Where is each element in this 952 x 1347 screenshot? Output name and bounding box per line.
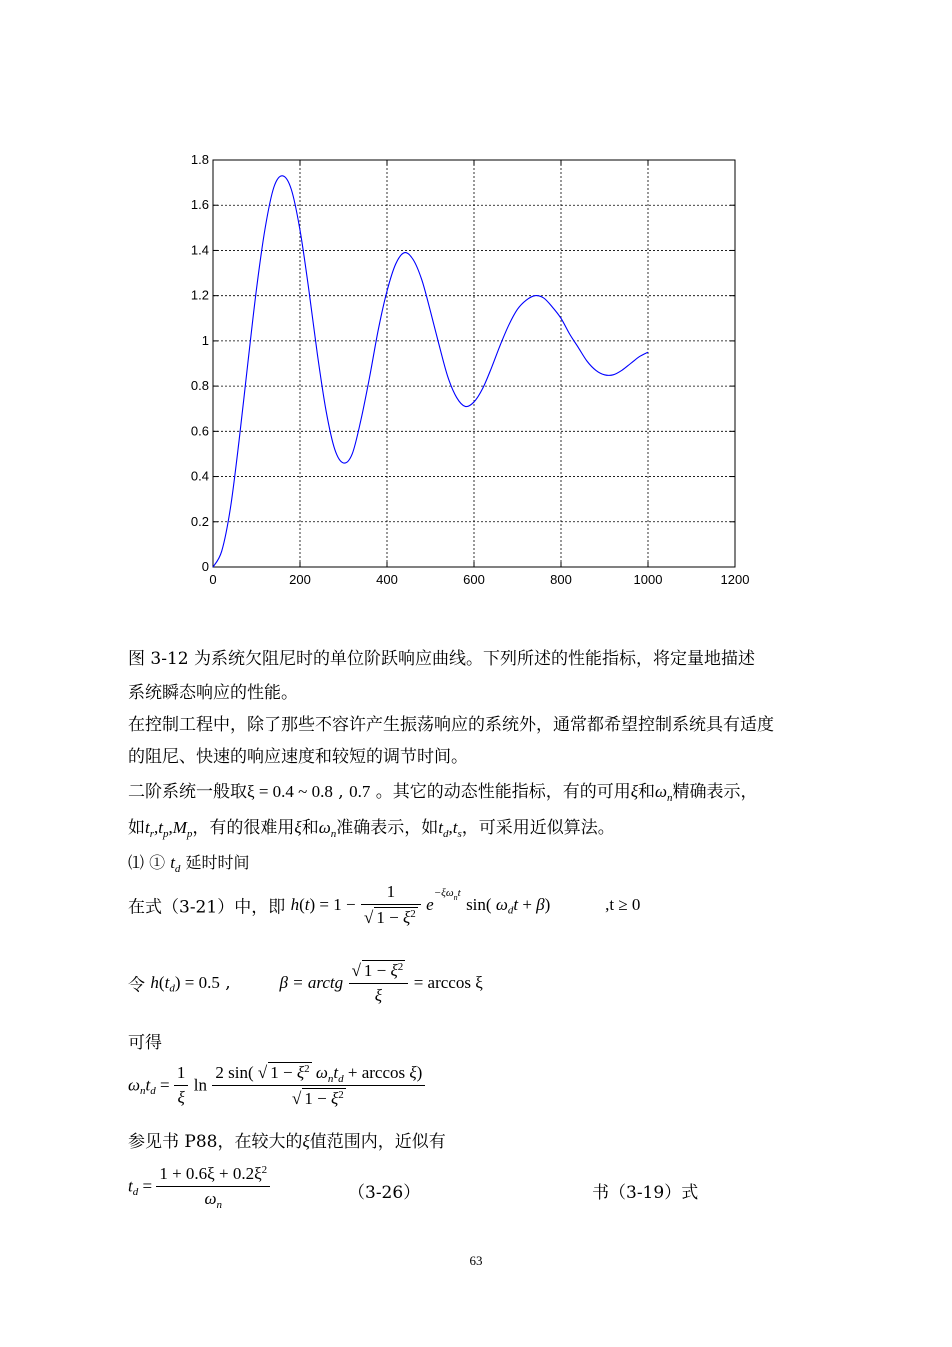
figure-caption-line-2: 系统瞬态响应的性能。: [128, 683, 298, 703]
fraction-1: $\frac{1}{√ 1 - \xi^2}$: [361, 882, 421, 928]
xi-range: ξ = 0.4 ~ 0.8: [247, 782, 333, 801]
reference-text: 参见书 P88，在较大的: [128, 1132, 303, 1152]
item-marker: ⑴ ①: [128, 853, 166, 872]
examples-mid: 准确表示，如: [336, 818, 439, 838]
item-heading: ⑴ ① $t_d$ 延时时间: [128, 853, 250, 875]
reference-line: [128, 1131, 446, 1153]
and-text-2: 和: [301, 818, 319, 838]
comma: ,: [219, 973, 231, 993]
reference-suffix: 值范围内，近似有: [309, 1132, 446, 1152]
x-tick-label: 800: [550, 572, 572, 587]
second-order-suffix: 精确表示，: [672, 782, 758, 802]
omega-subscript: n: [667, 792, 673, 804]
second-order-prefix: 二阶系统一般取: [128, 782, 247, 802]
equation-number: （3-26）: [348, 1183, 421, 1203]
y-tick-label: 1: [201, 332, 209, 348]
fraction-approx: $\frac{1 + 0.6\xi + 0.2\xi^2}{\omega_n}$: [156, 1164, 270, 1209]
x-tick-label: 1000: [633, 572, 663, 587]
fraction-1-over-xi: $\frac{1}{\xi}$: [174, 1063, 189, 1108]
formula-delay-exact: $\omega_nt_d$ = $\frac{1}{\xi}$ ln $\frac{2 \sin( √ 1 - \xi^2 \omega_nt_d + \arccos \xi)}{√ 1 - \xi^2}$: [128, 1062, 425, 1109]
separator: ,: [332, 782, 350, 802]
y-tick-label: 0.4: [190, 468, 209, 484]
beta-rhs: = arccos ξ: [413, 973, 483, 992]
condition: ,t ≥ 0: [605, 895, 641, 914]
xi-best: 0.7: [349, 782, 371, 801]
step-response-chart: [160, 148, 770, 608]
y-tick-label: 1.6: [190, 197, 209, 213]
y-tick-label: 1.8: [190, 152, 209, 167]
item-label: 延时时间: [185, 853, 250, 872]
examples-text: ，有的很难用: [192, 818, 295, 838]
x-tick-label: 1200: [720, 572, 750, 587]
y-tick-label: 0.2: [190, 513, 209, 529]
x-tick-label: 600: [463, 572, 485, 587]
examples-line: 如$t_r,t_p,M_p$，有的很难用ξ和$\omega_n$准确表示，如$t_d,t_s$，可采用近似算法。: [128, 818, 615, 840]
figure-caption-line-1: 图 3-12 为系统欠阻尼时的单位阶跃响应曲线。下列所述的性能指标，将定量地描述: [128, 649, 755, 669]
keyi-text: 可得: [128, 1033, 162, 1053]
paragraph-line-2: 的阻尼、快速的响应速度和较短的调节时间。: [128, 747, 468, 767]
omega-symbol: ω: [655, 782, 668, 801]
reference-xi: ξ: [302, 1132, 310, 1151]
book-reference: 书（3-19）式: [592, 1183, 699, 1203]
x-tick-label: 400: [376, 572, 398, 587]
x-tick-label: 200: [289, 572, 311, 587]
page-number: 63: [469, 1253, 483, 1268]
y-tick-label: 1.2: [190, 287, 209, 303]
second-order-line: [128, 781, 758, 803]
formula1-prefix: 在式（3-21）中，即: [128, 897, 286, 918]
xi-symbol: ξ: [630, 782, 639, 801]
paragraph-line-1: 在控制工程中，除了那些不容许产生振荡响应的系统外，通常都希望控制系统具有适度: [128, 715, 774, 735]
approx-numerator: 1 + 0.6ξ + 0.2ξ: [159, 1164, 262, 1183]
formula-beta: 令 $h(t_d) = 0.5$ , β = arctg $\frac{√ 1 - \xi^2}{\xi}$ = arccos ξ: [128, 961, 483, 1005]
y-tick-label: 1.4: [190, 242, 209, 258]
formula-step-response: 在式（3-21）中，即 h(t) = 1 − $\frac{1}{√ 1 - \xi^2}$ $e^{-\xi\omega_nt}$ sin( $\omega_dt + \beta$) ,t ≥ 0: [128, 882, 641, 927]
y-tick-label: 0.8: [190, 378, 209, 394]
x-tick-label: 0: [209, 572, 217, 587]
and-text: 和: [638, 782, 656, 802]
fraction-beta: $\frac{√ 1 - \xi^2}{\xi}$: [349, 960, 409, 1006]
fraction-log-argument: $\frac{2 \sin( √ 1 - \xi^2 \omega_nt_d + \arccos \xi)}{√ 1 - \xi^2}$: [212, 1062, 425, 1109]
examples-prefix: 如: [128, 818, 145, 838]
y-tick-label: 0: [201, 559, 209, 574]
second-order-mid: 。其它的动态性能指标，有的可用: [370, 782, 631, 802]
examples-suffix: ，可采用近似算法。: [461, 818, 615, 838]
formula2-prefix: 令: [128, 975, 145, 996]
formula-delay-approx: $t_d$ = $\frac{1 + 0.6\xi + 0.2\xi^2}{\omega_n}$: [128, 1164, 270, 1209]
y-tick-label: 0.6: [190, 423, 209, 439]
half-value: = 0.5: [184, 973, 220, 992]
